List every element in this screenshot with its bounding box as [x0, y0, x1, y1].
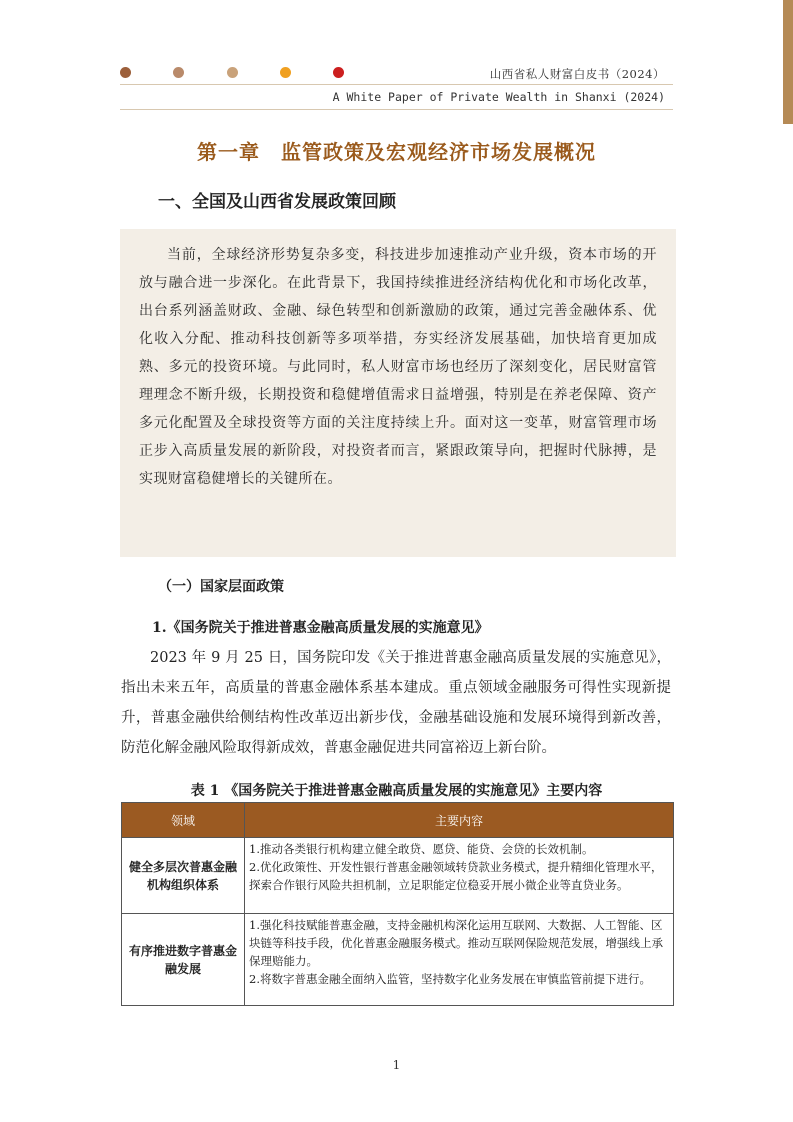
content-line: 2.优化政策性、开发性银行普惠金融领域转贷款业务模式，提升精细化管理水平，探索合作银行风险共担机制，立足职能定位稳妥开展小微企业等直贷业务。 [249, 860, 663, 892]
table-cell-field: 有序推进数字普惠金融发展 [122, 914, 245, 1006]
table-row [122, 914, 674, 1006]
table-header-row [122, 803, 674, 838]
content-line: 1.推动各类银行机构建立健全敢贷、愿贷、能贷、会贷的长效机制。 [249, 842, 594, 856]
chapter-title: 第一章 监管政策及宏观经济市场发展概况 [197, 140, 596, 164]
table-header-field: 领域 [122, 803, 245, 838]
side-accent-bar [783, 0, 793, 124]
dot-4 [280, 67, 291, 78]
table-cell-content [245, 914, 674, 1006]
header-title-cn: 山西省私人财富白皮书（2024） [489, 67, 665, 81]
policy-table [121, 802, 674, 1006]
table-title: 表 1 《国务院关于推进普惠金融高质量发展的实施意见》主要内容 [190, 783, 603, 799]
dot-5 [333, 67, 344, 78]
page-number: 1 [392, 1058, 401, 1072]
item-paragraph: 2023 年 9 月 25 日，国务院印发《关于推进普惠金融高质量发展的实施意见》，指出未来五年，高质量的普惠金融体系基本建成。重点领域金融服务可得性实现新提升，普惠金融供给侧结构性改革迈出新步伐，金融基础设施和发展环境得到新改善，防范化解金融风险取得新成效，普惠金融促进共同富裕迈上新台阶。 [121, 650, 671, 756]
table-header-content: 主要内容 [245, 803, 674, 838]
table-cell-content [245, 838, 674, 914]
section-title: 一、全国及山西省发展政策回顾 [158, 192, 396, 212]
dot-2 [173, 67, 184, 78]
header-title-en: A White Paper of Private Wealth in Shanxi (2024) [332, 90, 665, 104]
subsection-title: （一）国家层面政策 [158, 579, 284, 595]
content-line: 2.将数字普惠金融全面纳入监管，坚持数字化业务发展在审慎监管前提下进行。 [249, 972, 651, 986]
header-divider-2 [120, 109, 673, 110]
dot-3 [227, 67, 238, 78]
content-line: 1.强化科技赋能普惠金融，支持金融机构深化运用互联网、大数据、人工智能、区块链等科技手段，优化普惠金融服务模式。推动互联网保险规范发展，增强线上承保理赔能力。 [249, 918, 663, 968]
item-title: 1.《国务院关于推进普惠金融高质量发展的实施意见》 [152, 620, 489, 636]
intro-box [120, 229, 676, 557]
intro-paragraph: 当前，全球经济形势复杂多变，科技进步加速推动产业升级，资本市场的开放与融合进一步深化。在此背景下，我国持续推进经济结构优化和市场化改革，出台系列涵盖财政、金融、绿色转型和创新激励的政策，通过完善金融体系、优化收入分配、推动科技创新等多项举措，夯实经济发展基础，加快培育更加成熟、多元的投资环境。与此同时，私人财富市场也经历了深刻变化，居民财富管理理念不断升级，长期投资和稳健增值需求日益增强，特别是在养老保障、资产多元化配置及全球投资等方面的关注度持续上升。面对这一变革，财富管理市场正步入高质量发展的新阶段，对投资者而言，紧跟政策导向，把握时代脉搏，是实现财富稳健增长的关键所在。 [139, 247, 657, 487]
header-divider-1 [120, 84, 673, 85]
table-row [122, 838, 674, 914]
dot-1 [120, 67, 131, 78]
table-cell-field: 健全多层次普惠金融机构组织体系 [122, 838, 245, 914]
